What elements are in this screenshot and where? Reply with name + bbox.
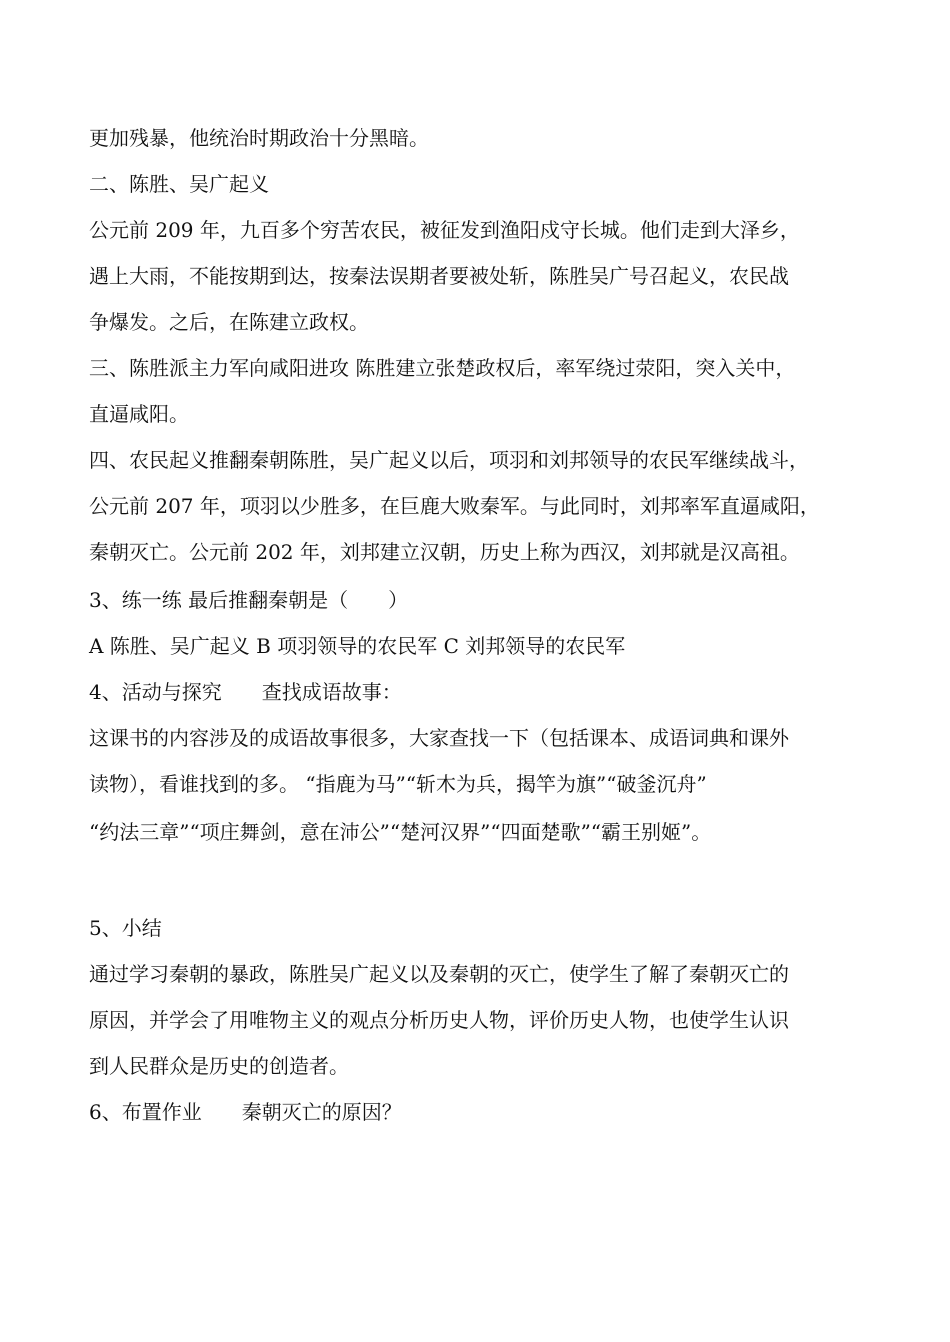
text-line: 公元前 209 年，九百多个穷苦农民，被征发到渔阳戍守长城。他们走到大泽乡， [89, 218, 800, 242]
text-line: 更加残暴，他统治时期政治十分黑暗。 [89, 126, 429, 150]
text-line: 直逼咸阳。 [89, 402, 189, 426]
text-line: 通过学习秦朝的暴政，陈胜吴广起义以及秦朝的灭亡，使学生了解了秦朝灭亡的 [89, 962, 789, 986]
text-line: 三、陈胜派主力军向咸阳进攻 陈胜建立张楚政权后，率军绕过荥阳，突入关中， [89, 356, 796, 380]
text-line: 遇上大雨，不能按期到达，按秦法误期者要被处斩，陈胜吴广号召起义，农民战 [89, 264, 789, 288]
text-line: 原因，并学会了用唯物主义的观点分析历史人物，评价历史人物，也使学生认识 [89, 1008, 789, 1032]
text-line: 争爆发。之后，在陈建立政权。 [89, 310, 369, 334]
section-heading: 二、陈胜、吴广起义 [89, 172, 269, 196]
text-line: 公元前 207 年，项羽以少胜多，在巨鹿大败秦军。与此同时，刘邦率军直逼咸阳， [89, 494, 820, 518]
section-heading: 6、布置作业 秦朝灭亡的原因？ [89, 1100, 402, 1124]
text-line: 读物），看谁找到的多。 “指鹿为马”“斩木为兵，揭竿为旗”“破釜沉舟” [89, 772, 707, 796]
text-line: 到人民群众是历史的创造者。 [89, 1054, 349, 1078]
exercise-question: 3、练一练 最后推翻秦朝是（ ） [89, 588, 409, 612]
section-heading: 5、小结 [89, 916, 162, 940]
text-line: 这课书的内容涉及的成语故事很多，大家查找一下（包括课本、成语词典和课外 [89, 726, 789, 750]
text-line: 四、农民起义推翻秦朝陈胜，吴广起义以后，项羽和刘邦领导的农民军继续战斗， [89, 448, 809, 472]
text-line: 秦朝灭亡。公元前 202 年，刘邦建立汉朝，历史上称为西汉，刘邦就是汉高祖。 [89, 540, 800, 564]
exercise-options: A 陈胜、吴广起义 B 项羽领导的农民军 C 刘邦领导的农民军 [89, 634, 626, 658]
text-line: “约法三章”“项庄舞剑，意在沛公”“楚河汉界”“四面楚歌”“霸王别姬”。 [89, 820, 712, 844]
section-heading: 4、活动与探究 查找成语故事： [89, 680, 402, 704]
